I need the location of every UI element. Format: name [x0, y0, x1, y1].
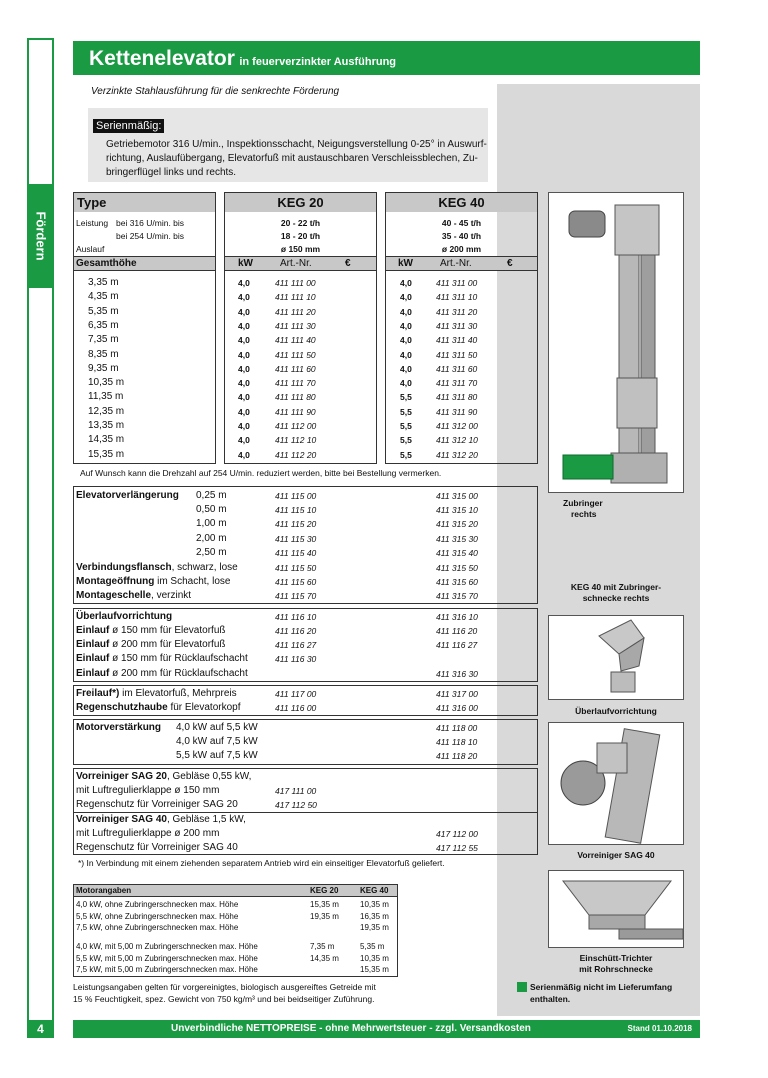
overflow-row-label: Einlauf ø 200 mm für Rücklaufschacht — [76, 667, 248, 679]
motor-data-keg20: 15,35 m — [310, 900, 339, 909]
hopper-image — [548, 870, 684, 948]
kw-cell: 4,0 — [238, 335, 250, 346]
article-cell: 411 111 30 — [275, 320, 316, 331]
footer-bar — [73, 1020, 700, 1038]
motor-data-keg40: 10,35 m — [360, 900, 389, 909]
article-cell: 411 116 20 — [275, 626, 317, 636]
kw-cell: 4,0 — [238, 320, 250, 331]
height-cell: 6,35 m — [88, 319, 119, 331]
article-cell: 411 111 70 — [275, 378, 316, 389]
caption-hopper: Einschütt-Trichter mit Rohrschnecke — [579, 953, 653, 974]
article-cell: 411 311 20 — [436, 306, 478, 317]
article-cell: 411 312 20 — [436, 449, 478, 460]
kw-cell: 4,0 — [400, 378, 412, 389]
page-title — [73, 41, 700, 75]
extension-length: 1,00 m — [196, 518, 227, 530]
article-cell: 411 316 30 — [436, 668, 478, 679]
article-cell: 411 116 27 — [436, 640, 478, 651]
height-cell: 13,35 m — [88, 420, 125, 431]
article-cell: 411 111 50 — [275, 349, 316, 360]
motor-upgrade-label: 4,0 kW auf 5,5 kW — [176, 722, 258, 733]
caption-keg40: KEG 40 mit Zubringer- schnecke rechts — [570, 582, 662, 603]
height-cell: 8,35 m — [88, 348, 119, 360]
article-cell: 411 112 20 — [275, 449, 317, 460]
gesamthoehe-header: Gesamthöhe — [76, 258, 137, 269]
keg40-header: KEG 40 — [438, 195, 485, 210]
article-cell: 411 111 60 — [275, 363, 316, 374]
kw-cell: 4,0 — [238, 349, 250, 360]
kw-cell: 5,5 — [400, 406, 412, 417]
kw-cell: 4,0 — [238, 392, 250, 403]
overflow-row-label: Einlauf ø 150 mm für Rücklaufschacht — [76, 653, 248, 665]
kw-cell: 4,0 — [238, 292, 250, 303]
article-cell: 411 111 80 — [275, 392, 316, 403]
kw-cell: 4,0 — [238, 421, 250, 431]
kw-cell: 4,0 — [238, 278, 250, 288]
motor-data-keg40: 15,35 m — [360, 965, 389, 974]
height-cell: 9,35 m — [88, 362, 119, 374]
kw-cell: 4,0 — [400, 292, 412, 303]
article-cell: 411 111 20 — [275, 306, 316, 317]
motor-data-keg40: 10,35 m — [360, 953, 389, 963]
kw-cell: 4,0 — [400, 349, 412, 360]
motor-data-label: 5,5 kW, mit 5,00 m Zubringerschnecken max. Höhe — [76, 953, 258, 963]
page-number: 4 — [27, 1020, 54, 1038]
kw-cell: 4,0 — [238, 449, 250, 460]
motor-data-keg20: 19,35 m — [310, 911, 339, 921]
extension-length: 0,25 m — [196, 490, 227, 501]
overflow-row-label: Einlauf ø 150 mm für Elevatorfuß — [76, 625, 226, 636]
title-sub: in feuerverzinkter Ausführung — [239, 56, 397, 68]
legend-text-1: Serienmäßig nicht im Lieferumfang — [530, 982, 673, 992]
kw-cell: 4,0 — [238, 435, 250, 446]
article-cell: 411 311 50 — [436, 349, 478, 360]
article-cell: 411 111 00 — [275, 278, 316, 288]
kw-cell: 5,5 — [400, 449, 412, 460]
height-cell: 11,35 m — [88, 391, 124, 403]
caption-precleaner: Vorreiniger SAG 40 — [577, 850, 655, 860]
kw-cell: 4,0 — [238, 363, 250, 374]
article-cell: 411 115 20 — [275, 519, 317, 530]
keg20-header: KEG 20 — [277, 195, 324, 210]
kw-cell: 5,5 — [400, 392, 412, 403]
article-cell: 411 311 00 — [436, 278, 478, 288]
kw-cell: 5,5 — [400, 435, 412, 446]
height-cell: 10,35 m — [88, 377, 125, 389]
extension-length: 0,50 m — [196, 504, 227, 516]
article-cell: 411 315 40 — [436, 547, 478, 558]
kw-cell: 4,0 — [400, 306, 412, 317]
article-cell: 411 311 60 — [436, 363, 478, 374]
height-cell: 14,35 m — [88, 434, 125, 446]
article-cell: 411 311 30 — [436, 320, 478, 331]
article-cell: 411 115 00 — [275, 491, 317, 501]
freewheel-footnote: *) In Verbindung mit einem ziehenden separatem Antrieb wird ein einseitiger Elevatorfuß geliefert. — [78, 858, 445, 868]
height-cell: 3,35 m — [88, 277, 119, 288]
legend-swatch — [517, 982, 527, 992]
footer-stand: Stand 01.10.2018 — [627, 1024, 692, 1033]
article-cell: 411 118 20 — [436, 751, 478, 762]
motor-data-keg40: 5,35 m — [360, 942, 385, 951]
kw-cell: 4,0 — [238, 306, 250, 317]
motor-data-keg20: 14,35 m — [310, 953, 339, 963]
kw-cell: 4,0 — [238, 378, 250, 389]
article-cell: 411 312 00 — [436, 421, 478, 431]
standard-label: Serienmäßig: — [93, 119, 164, 133]
motor-data-keg40: 19,35 m — [360, 923, 389, 932]
motor-data-label: 7,5 kW, ohne Zubringerschnecken max. Höhe — [76, 923, 239, 932]
extension-length: 2,50 m — [196, 546, 227, 558]
extension-length: 2,00 m — [196, 532, 227, 544]
article-cell: 411 111 90 — [275, 406, 316, 417]
kw-cell: 4,0 — [400, 363, 412, 374]
article-cell: 411 315 10 — [436, 505, 478, 516]
standard-text: Getriebemotor 316 U/min., Inspektionsschacht, Neigungsverstellung 0-25° in Auswurf-richtung, Auslaufübergang, Elevatorfuß mit austauschbaren Verschleissblechen, Zu-bringerflügel links und rechts. — [106, 139, 487, 178]
kw-cell: 4,0 — [400, 335, 412, 346]
intro-text: Verzinkte Stahlausführung für die senkrechte Förderung — [91, 86, 340, 97]
speed-note: Auf Wunsch kann die Drehzahl auf 254 U/min. reduziert werden, bitte bei Bestellung vermerken. — [80, 468, 442, 478]
height-cell: 7,35 m — [88, 334, 119, 346]
article-cell: 411 111 10 — [275, 292, 316, 303]
article-cell: 411 118 10 — [436, 737, 478, 748]
article-cell: 411 311 70 — [436, 378, 478, 389]
article-cell: 411 315 00 — [436, 491, 478, 501]
height-cell: 15,35 m — [88, 448, 125, 460]
article-cell: 411 118 00 — [436, 723, 478, 733]
height-cell: 12,35 m — [88, 405, 125, 417]
article-cell: 411 311 90 — [436, 406, 478, 417]
elevator-image — [548, 192, 684, 493]
motor-data-keg40: 16,35 m — [360, 911, 389, 921]
footer-text: Unverbindliche NETTOPREISE - ohne Mehrwertsteuer - zzgl. Versandkosten — [171, 1023, 531, 1034]
motor-upgrade-label: 4,0 kW auf 7,5 kW — [176, 736, 258, 748]
kw-cell: 4,0 — [400, 278, 412, 288]
motor-data-label: 5,5 kW, ohne Zubringerschnecken max. Höhe — [76, 911, 239, 921]
article-cell: 411 311 80 — [436, 392, 478, 403]
article-cell: 411 112 10 — [275, 435, 317, 446]
article-cell: 411 315 30 — [436, 533, 478, 544]
article-cell: 411 315 20 — [436, 519, 478, 530]
overflow-device-image — [548, 615, 684, 700]
caption-overflow: Überlaufvorrichtung — [575, 706, 657, 716]
title-main: Kettenelevator — [89, 47, 235, 70]
motor-data-label: 4,0 kW, ohne Zubringerschnecken max. Höhe — [76, 900, 239, 909]
article-cell: 411 115 40 — [275, 547, 317, 558]
article-cell: 411 115 30 — [275, 533, 317, 544]
article-cell: 411 111 40 — [275, 335, 316, 346]
article-cell: 411 112 00 — [275, 421, 317, 431]
kw-cell: 4,0 — [400, 320, 412, 331]
precleaner-image — [548, 722, 684, 845]
type-header: Type — [77, 195, 107, 210]
article-cell: 411 116 27 — [275, 640, 317, 651]
height-cell: 5,35 m — [88, 305, 119, 317]
motor-data-label: 4,0 kW, mit 5,00 m Zubringerschnecken max. Höhe — [76, 942, 258, 951]
motor-data-label: 7,5 kW, mit 5,00 m Zubringerschnecken max. Höhe — [76, 965, 258, 974]
overflow-row-label: Einlauf ø 200 mm für Elevatorfuß — [76, 639, 226, 651]
article-cell: 411 312 10 — [436, 435, 478, 446]
kw-cell: 4,0 — [238, 406, 250, 417]
article-cell: 411 116 20 — [436, 626, 478, 636]
legend-text-2: enthalten. — [530, 994, 571, 1004]
motor-upgrade-label: 5,5 kW auf 7,5 kW — [176, 750, 258, 762]
article-cell: 411 311 40 — [436, 335, 478, 346]
section-tab: Fördern — [27, 184, 54, 288]
kw-cell: 5,5 — [400, 421, 412, 431]
motor-data-keg20: 7,35 m — [310, 942, 335, 951]
article-cell: 411 311 10 — [436, 292, 478, 303]
article-cell: 411 116 30 — [275, 654, 317, 665]
height-cell: 4,35 m — [88, 291, 119, 303]
article-cell: 411 115 10 — [275, 505, 317, 516]
